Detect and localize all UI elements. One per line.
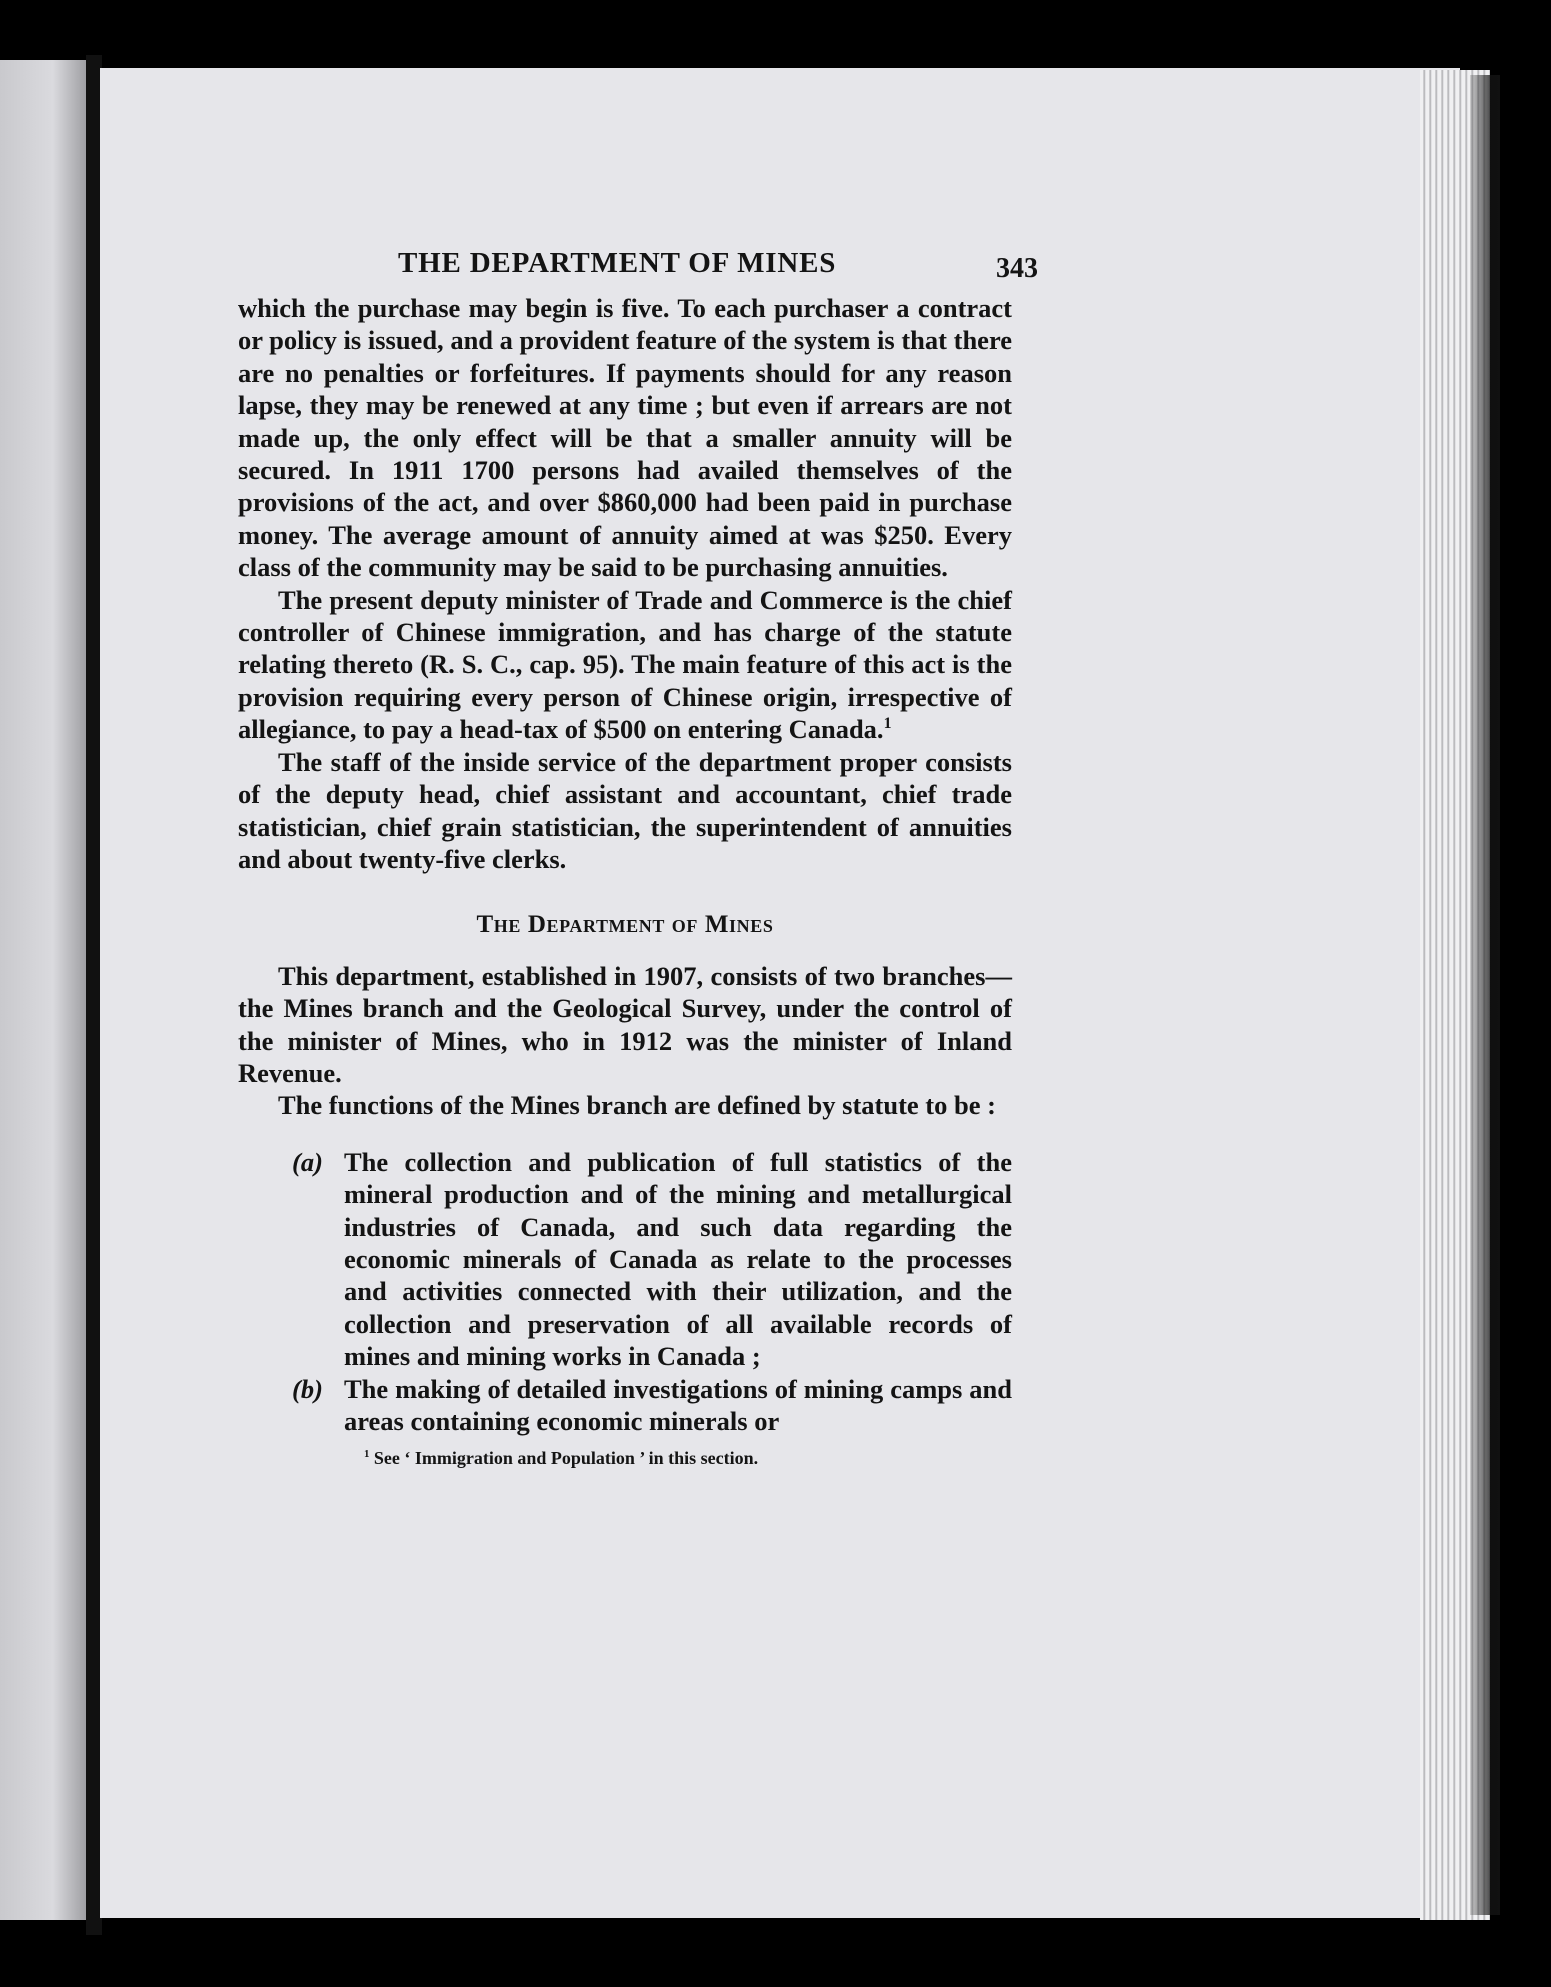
page-number: 343 [996,253,1038,284]
list-marker: (b) [292,1373,323,1404]
section-heading: The Department of Mines [476,911,774,939]
paragraph-text: This department, established in 1907, consists of two branches—the Mines branch and the Geological Survey, under the control of the minister of Mines, who in 1912 was the minister of Inland Revenue. [238,960,1012,1088]
list-marker: (a) [292,1146,323,1177]
footnote [364,1447,1012,1469]
paragraph-inside-staff [238,746,1012,876]
paragraph-annuities-continued [238,292,1012,584]
paragraph-text: The functions of the Mines branch are defined by statute to be : [278,1090,996,1121]
page-stack-shadow [1470,75,1500,1915]
list-item-text: The collection and publication of full statistics of the mineral production and of the mining and metallurgical industries of Canada, and such data regarding the economic minerals of Canada as relate to the processes and activities connected with their utilization, and the collection and preservation of all available records of mines and mining works in Canada ; [344,1146,1012,1372]
paragraph-text: The present deputy minister of Trade and Commerce is the chief controller of Chinese immigration, and has charge of the statute relating thereto (R. S. C., cap. 95). The main feature of this act is the provision requiring every person of Chinese origin, irrespective of allegiance, to pay a head-tax of $500 on entering Canada. [238,584,1012,745]
paragraph-department-established [238,960,1012,1090]
page-body [238,292,1012,1469]
list-item [292,1146,1012,1373]
paragraph-chinese-immigration [238,584,1012,746]
list-item-text: The making of detailed investigations of mining camps and areas containing economic minerals or [344,1373,1012,1436]
paragraph-text: The staff of the inside service of the department proper consists of the deputy head, chief assistant and accountant, chief trade statistician, chief grain statistician, the superintendent of annuities and about twenty-five clerks. [238,746,1012,874]
footnote-marker: 1 [364,1448,370,1461]
running-head [238,247,1038,287]
running-title: THE DEPARTMENT OF MINES [398,247,837,279]
footnote-reference: 1 [883,715,892,733]
paragraph-text: which the purchase may begin is five. To each purchaser a contract or policy is issued, and a provident feature of the system is that there are no penalties or forfeitures. If payments should for any reason lapse, they may be renewed at any time ; but even if arrears are not made up, the only effect will be that a smaller annuity will be secured. In 1911 1700 persons had availed themselves of the provisions of the act, and over $860,000 had been paid in purchase money. The average amount of annuity aimed at was $250. Every class of the community may be said to be purchasing annuities. [238,293,1012,583]
facing-page-edge [0,60,88,1920]
footnote-text: See ‘ Immigration and Population ’ in this section. [373,1448,759,1469]
paragraph-functions-intro [238,1089,1012,1121]
list-item [292,1373,1012,1438]
functions-list [292,1146,1012,1438]
